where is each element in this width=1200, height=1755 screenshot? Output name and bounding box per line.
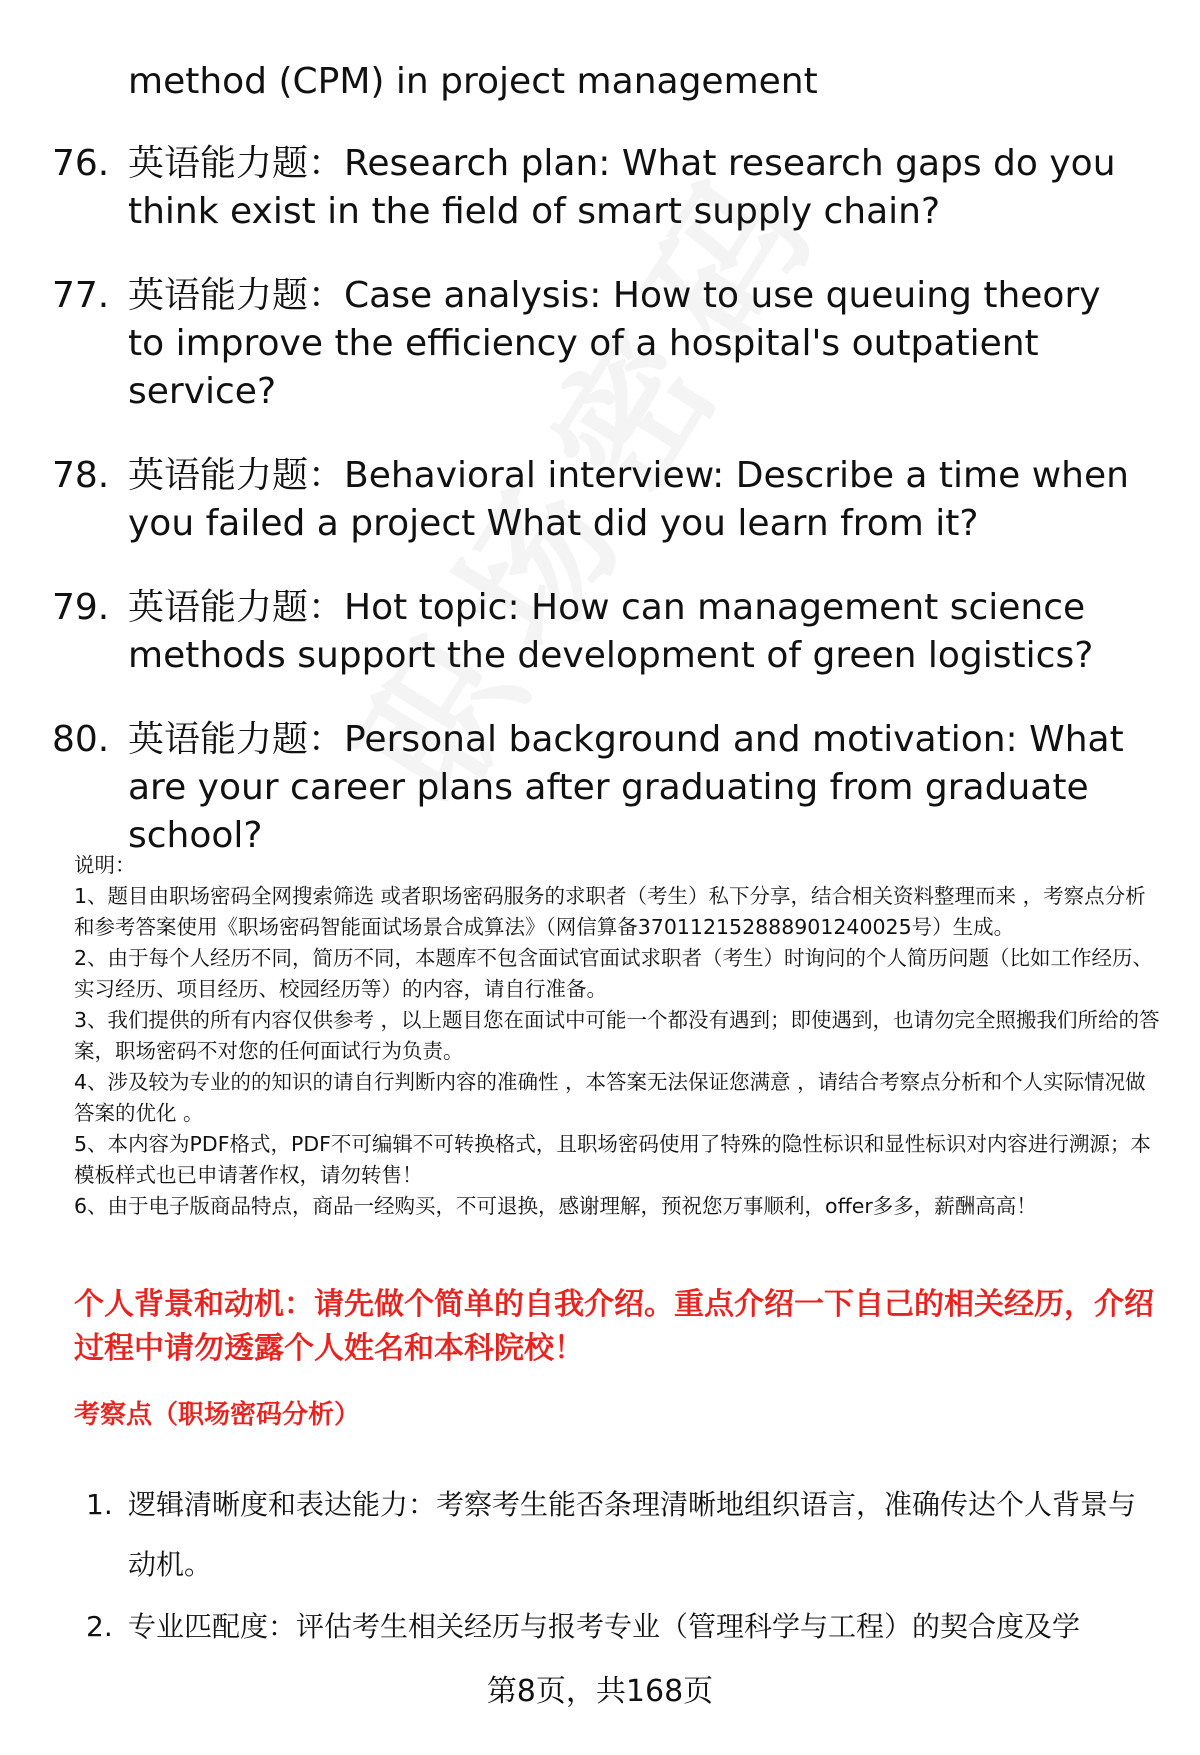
analysis-text: 逻辑清晰度和表达能力：考察考生能否条理清晰地组织语言，准确传达个人背景与动机。 xyxy=(128,1488,1137,1581)
question-number: 80. xyxy=(52,719,110,760)
question-text: 英语能力题：Hot topic: How can management science methods support the development of green logistics? xyxy=(128,587,1094,676)
question-continuation: method (CPM) in project management xyxy=(128,61,818,102)
question-number: 77. xyxy=(52,275,110,316)
analysis-heading: 考察点（职场密码分析） xyxy=(74,1400,361,1430)
featured-question: 个人背景和动机：请先做个简单的自我介绍。重点介绍一下自己的相关经历，介绍过程中请勿透露个人姓名和本科院校！ xyxy=(74,1287,1154,1366)
note-item: 4、涉及较为专业的的知识的请自行判断内容的准确性 ，本答案无法保证您满意 ，请结合考察点分析和个人实际情况做答案的优化 。 xyxy=(74,1070,1146,1125)
question-item xyxy=(0,272,1200,416)
analysis-list xyxy=(0,1475,1200,1659)
question-number: 78. xyxy=(52,455,110,496)
notes-section xyxy=(74,850,1164,1222)
note-item: 3、我们提供的所有内容仅供参考 ，以上题目您在面试中可能一个都没有遇到；即使遇到，也请勿完全照搬我们所给的答案，职场密码不对您的任何面试行为负责。 xyxy=(74,1008,1160,1063)
notes-heading: 说明： xyxy=(74,853,136,877)
analysis-text: 专业匹配度：评估考生相关经历与报考专业（管理科学与工程）的契合度及学 xyxy=(128,1610,1081,1643)
question-item xyxy=(0,452,1200,548)
analysis-item xyxy=(0,1475,1200,1595)
question-item xyxy=(0,716,1200,860)
question-item xyxy=(0,140,1200,236)
note-item: 5、本内容为PDF格式，PDF不可编辑不可转换格式，且职场密码使用了特殊的隐性标识和显性标识对内容进行溯源；本模板样式也已申请著作权，请勿转售！ xyxy=(74,1132,1151,1187)
question-text: 英语能力题：Case analysis: How to use queuing theory to improve the efficiency of a hospital's outpatient service? xyxy=(128,275,1101,412)
question-number: 79. xyxy=(52,587,110,628)
page-footer: 第8页，共168页 xyxy=(486,1674,714,1709)
question-list xyxy=(0,140,1200,896)
note-item: 6、由于电子版商品特点，商品一经购买，不可退换，感谢理解，预祝您万事顺利，offer多多，薪酬高高！ xyxy=(74,1194,1037,1218)
question-text: 英语能力题：Behavioral interview: Describe a time when you failed a project What did you learn from it? xyxy=(128,455,1129,544)
question-number: 76. xyxy=(52,143,110,184)
question-text: 英语能力题：Research plan: What research gaps do you think exist in the field of smart supply chain? xyxy=(128,143,1116,232)
analysis-number: 1. xyxy=(86,1488,113,1521)
note-item: 1、题目由职场密码全网搜索筛选 或者职场密码服务的求职者（考生）私下分享，结合相关资料整理而来 ，考察点分析和参考答案使用《职场密码智能面试场景合成算法》（网信算备370112152888901240025号）生成。 xyxy=(74,884,1146,939)
question-text: 英语能力题：Personal background and motivation: What are your career plans after graduating from graduate school? xyxy=(128,719,1124,856)
analysis-item xyxy=(0,1597,1200,1657)
question-item xyxy=(0,584,1200,680)
note-item: 2、由于每个人经历不同，简历不同，本题库不包含面试官面试求职者（考生）时询问的个人简历问题（比如工作经历、实习经历、项目经历、校园经历等）的内容，请自行准备。 xyxy=(74,946,1154,1001)
analysis-number: 2. xyxy=(86,1610,113,1643)
